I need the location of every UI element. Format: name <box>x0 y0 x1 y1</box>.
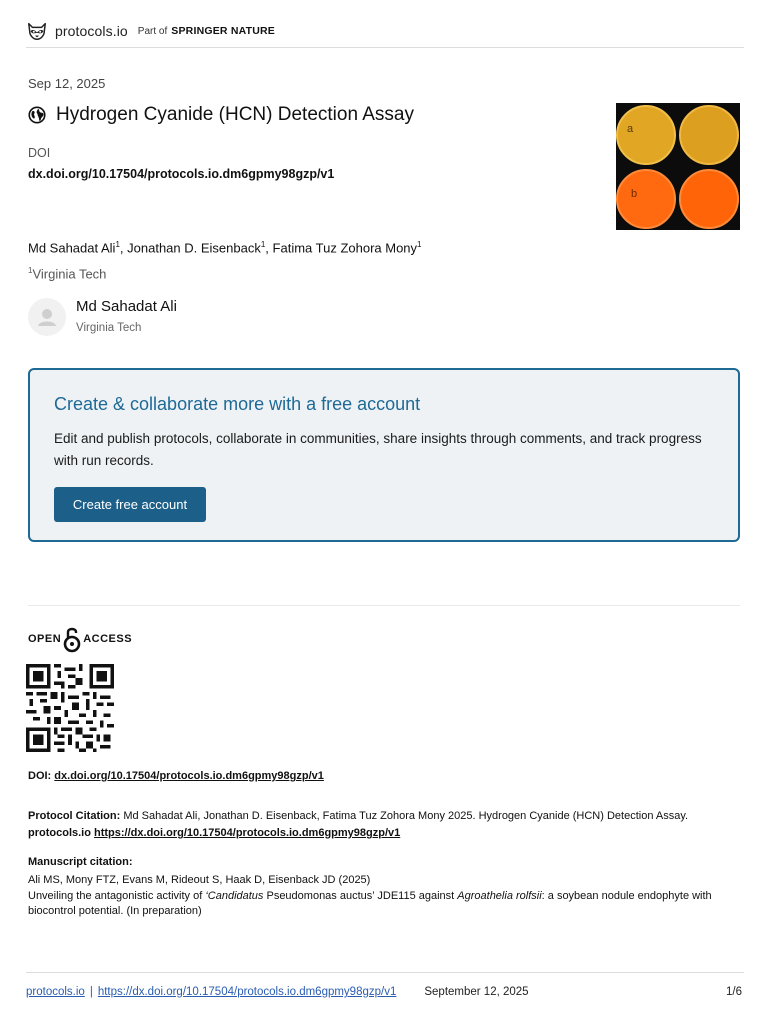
author-affiliation-sup: 1 <box>417 240 422 249</box>
page-header <box>26 14 740 48</box>
footer-site-link[interactable]: protocols.io <box>26 986 85 998</box>
footer-separator: | <box>89 986 93 998</box>
author-separator: , <box>119 240 128 256</box>
image-label-a: a <box>627 123 634 135</box>
section-divider <box>28 605 740 606</box>
affiliation <box>28 266 106 281</box>
author-affiliation-sup: 1 <box>260 240 266 249</box>
citation-source: protocols.io <box>28 827 91 839</box>
petri-dish-photo <box>616 103 740 230</box>
author-card-affiliation: Virginia Tech <box>76 322 142 334</box>
open-lock-icon <box>63 625 81 653</box>
promo-body: Edit and publish protocols, collaborate in communities, share insights through comments, and track progress with run records. <box>54 431 702 468</box>
manuscript-citation <box>28 873 740 920</box>
doi-line <box>28 770 324 782</box>
qr-code-icon[interactable] <box>26 664 114 752</box>
header-divider <box>26 47 744 48</box>
image-label-b: b <box>631 188 638 200</box>
publication-date: Sep 12, 2025 <box>28 76 106 91</box>
author-affiliation-sup: 1 <box>115 240 120 249</box>
author-list <box>28 240 421 255</box>
manuscript-title-part: : a soybean nodule endophyte with biocontrol potential. (In preparation) <box>28 889 712 917</box>
globe-icon <box>28 106 46 124</box>
author-separator: , <box>265 240 273 256</box>
title-row <box>28 104 414 126</box>
author-name[interactable]: Fatima Tuz Zohora Mony <box>272 240 418 256</box>
manuscript-title-part: JDE115 against <box>374 889 458 902</box>
author-avatar[interactable] <box>28 298 66 336</box>
part-of-label: Part of <box>137 25 168 37</box>
promo-title: Create & collaborate more with a free account <box>54 394 421 414</box>
author-card-name[interactable]: Md Sahadat Ali <box>76 298 177 315</box>
protocol-image <box>616 103 740 230</box>
footer-date: September 12, 2025 <box>424 986 529 998</box>
site-name[interactable]: protocols.io <box>55 23 128 39</box>
manuscript-authors: Ali MS, Mony FTZ, Evans M, Rideout S, Haak D, Eisenback JD (2025) <box>28 874 371 886</box>
create-free-account-button[interactable]: Create free account <box>54 487 206 522</box>
author-name[interactable]: Jonathan D. Eisenback <box>127 240 261 256</box>
doi-line-label: DOI: <box>28 770 52 782</box>
page-footer <box>26 986 742 998</box>
manuscript-title <box>28 889 740 920</box>
footer-divider <box>26 972 744 973</box>
protocol-citation <box>28 808 740 842</box>
citation-label: Protocol Citation: <box>28 810 121 822</box>
person-avatar-icon <box>28 298 66 336</box>
manuscript-italic-candidatus: ‘Candidatus <box>205 889 264 902</box>
doi-value: dx.doi.org/10.17504/protocols.io.dm6gpmy98gzp/v1 <box>28 167 335 181</box>
author-name[interactable]: Md Sahadat Ali <box>28 240 116 256</box>
footer-url-link[interactable]: https://dx.doi.org/10.17504/protocols.io.dm6gpmy98gzp/v1 <box>97 986 397 998</box>
citation-text: Md Sahadat Ali, Jonathan D. Eisenback, Fatima Tuz Zohora Mony 2025. Hydrogen Cyanide (HCN) Detection Assay. <box>123 810 689 822</box>
citation-link[interactable]: https://dx.doi.org/10.17504/protocols.io.dm6gpmy98gzp/v1 <box>94 827 401 839</box>
manuscript-citation-label: Manuscript citation: <box>28 856 133 868</box>
signup-promo-box <box>28 368 740 542</box>
page-number: 1/6 <box>726 986 742 998</box>
manuscript-title-part: Unveiling the antagonistic activity of <box>28 889 206 902</box>
publisher-logo: SPRINGER NATURE <box>171 25 275 37</box>
manuscript-italic-species: Agroathelia rolfsii <box>457 889 542 902</box>
open-access-right: ACCESS <box>83 633 133 645</box>
page-title: Hydrogen Cyanide (HCN) Detection Assay <box>56 104 414 125</box>
raccoon-logo-icon[interactable] <box>26 20 48 42</box>
affiliation-name: Virginia Tech <box>32 266 107 282</box>
manuscript-title-part: Pseudomonas auctus’ <box>263 889 375 902</box>
open-access-badge <box>28 625 132 653</box>
doi-link[interactable]: dx.doi.org/10.17504/protocols.io.dm6gpmy98gzp/v1 <box>54 770 324 782</box>
doi-label: DOI <box>28 146 51 160</box>
affiliation-sup: 1 <box>28 266 33 275</box>
open-access-left: OPEN <box>28 633 62 645</box>
